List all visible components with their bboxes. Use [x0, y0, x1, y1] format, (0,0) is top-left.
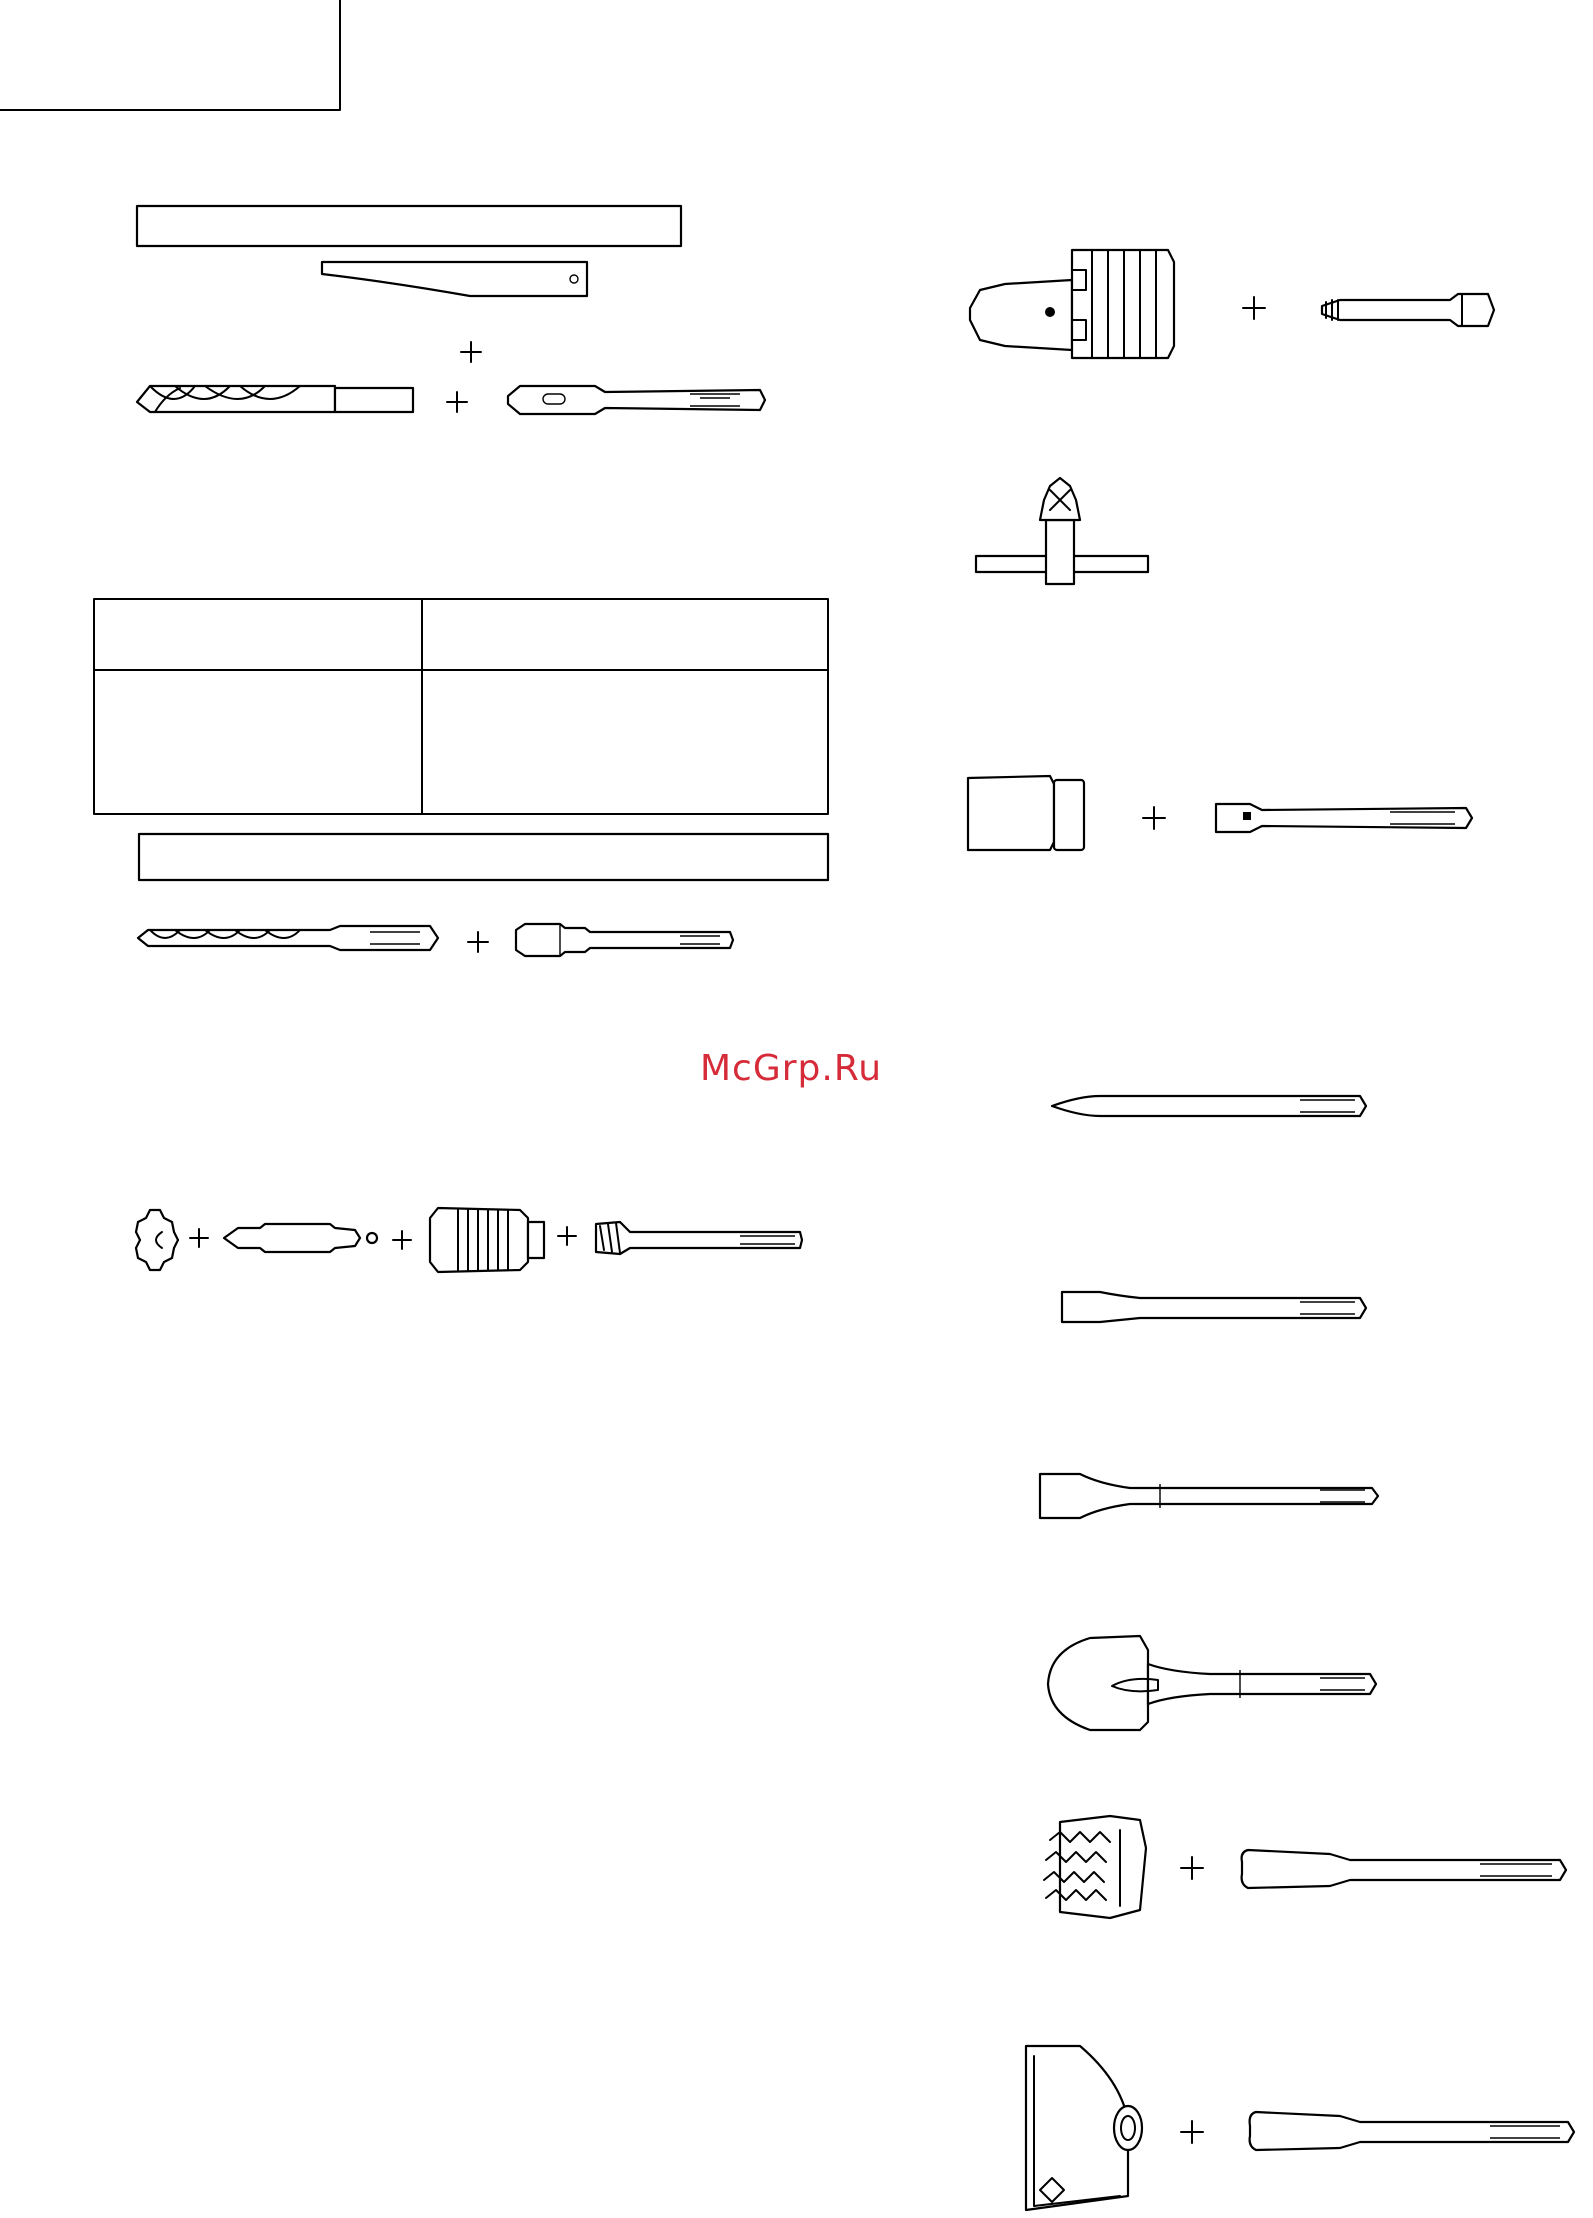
taper-shank-drill-bit-icon [137, 386, 413, 412]
tamper-plate-shank-icon [1250, 2112, 1574, 2150]
core-bit-shank-icon [596, 1222, 802, 1254]
plus-sign [1143, 807, 1165, 829]
hex-socket-icon [968, 776, 1084, 850]
taper-shank-adapter-icon [508, 386, 765, 414]
spec-table [94, 599, 828, 814]
center-pin-icon [224, 1224, 377, 1252]
label-box-taper-shank [137, 206, 681, 246]
sds-plus-adapter-icon [516, 924, 733, 956]
socket-adapter-icon [1216, 804, 1472, 832]
tamper-plate-icon [1026, 2046, 1142, 2210]
plus-sign [190, 1229, 208, 1247]
clay-spade-icon [1048, 1636, 1376, 1730]
guide-plate-icon [136, 1210, 178, 1270]
plus-sign [461, 342, 481, 362]
bushing-tool-icon [1044, 1816, 1146, 1918]
tamper-shank-icon [1242, 1850, 1566, 1888]
plus-sign [447, 392, 467, 412]
page-corner-frame [0, 0, 340, 110]
flat-chisel-adapter-icon [322, 262, 587, 296]
watermark: McGrp.Ru [700, 1048, 883, 1089]
plus-sign [468, 932, 488, 952]
sds-max-drill-bit-icon [138, 926, 438, 950]
label-box-sds [139, 834, 828, 880]
bull-point-icon [1052, 1096, 1366, 1116]
plus-sign [558, 1227, 576, 1245]
drill-chuck-icon [970, 250, 1174, 358]
chuck-key-icon [976, 478, 1148, 584]
cold-chisel-icon [1062, 1292, 1366, 1322]
chuck-adapter-icon [1322, 294, 1494, 326]
plus-sign [1181, 1857, 1203, 1879]
plus-sign [393, 1231, 411, 1249]
plus-sign [1243, 297, 1265, 319]
plus-sign [1181, 2121, 1203, 2143]
core-bit-icon [430, 1208, 544, 1272]
scaling-chisel-icon [1040, 1474, 1378, 1518]
